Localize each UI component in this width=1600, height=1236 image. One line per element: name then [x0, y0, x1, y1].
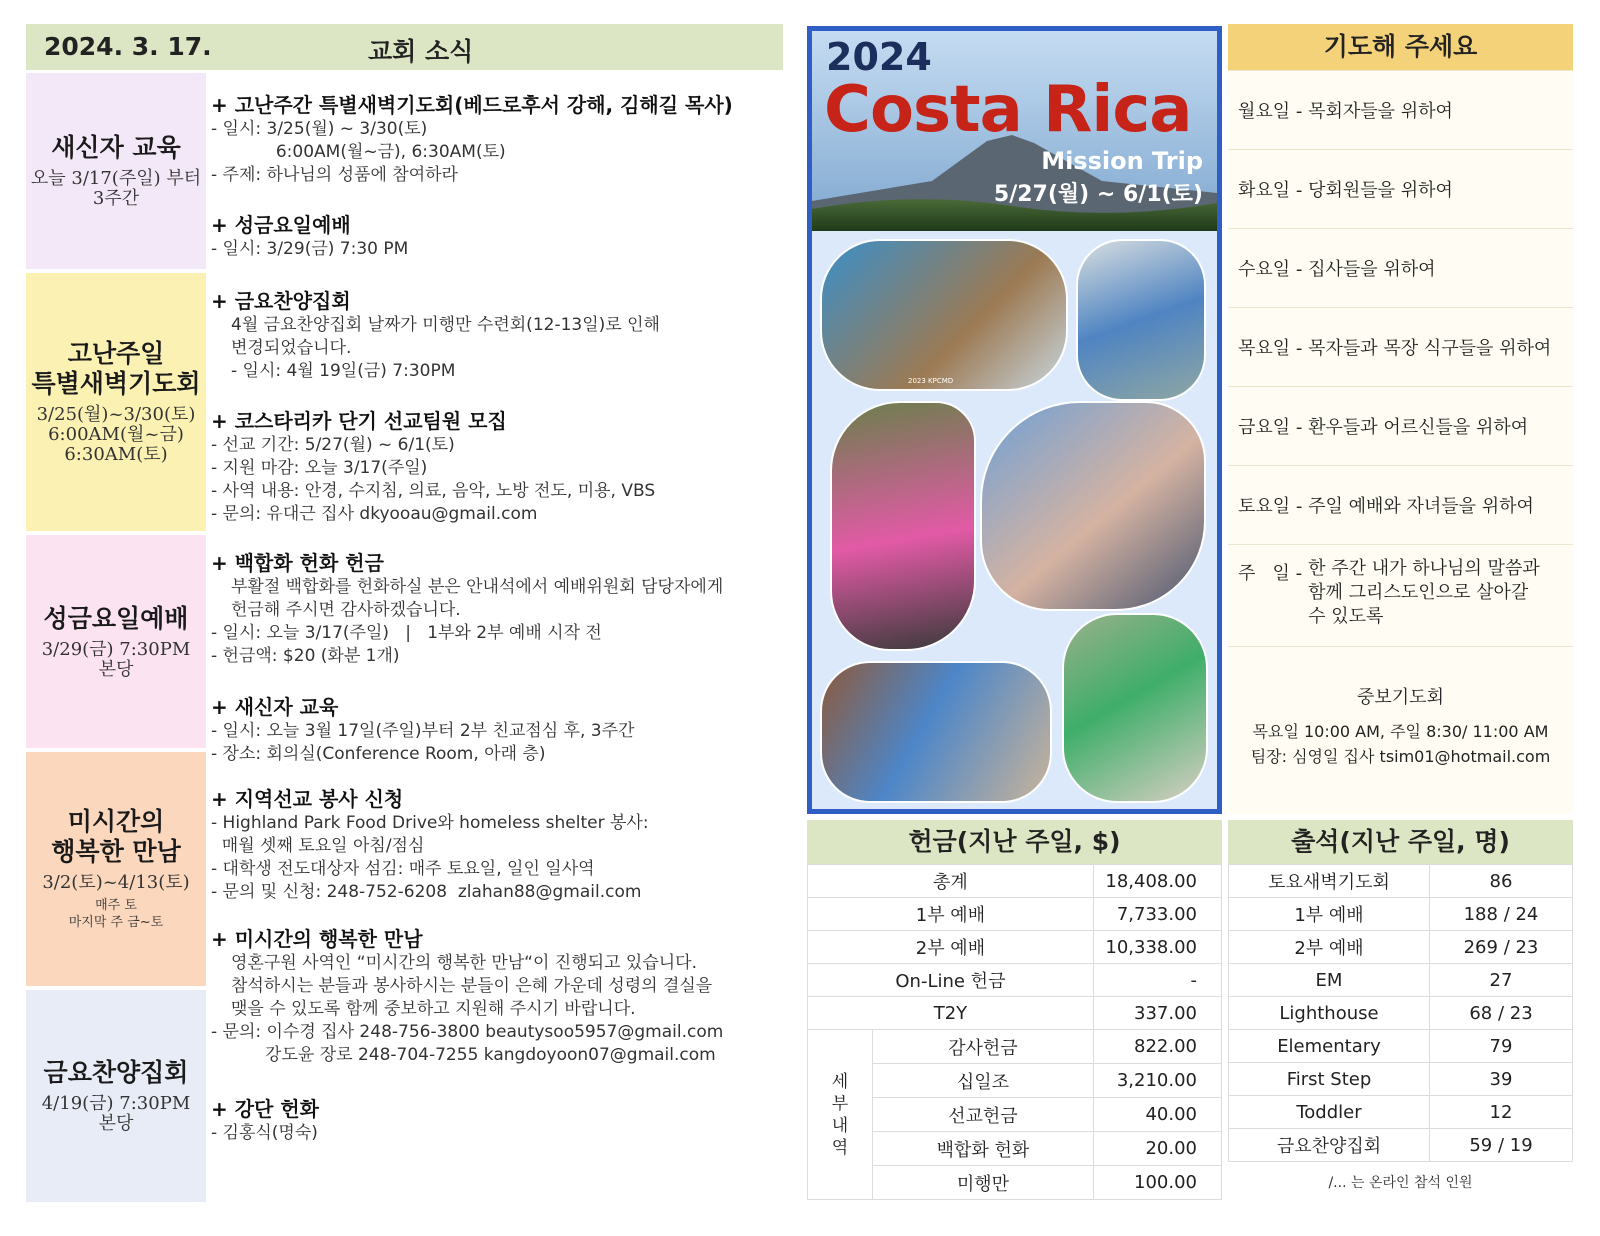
table-row [808, 964, 1222, 997]
news-item [211, 212, 781, 261]
photo-eye-exam [1062, 613, 1208, 803]
prayer-item [1228, 386, 1573, 465]
prayer-text: 화요일 - 당회원들을 위하여 [1238, 180, 1453, 201]
news-line: - 김홍식(명숙) [211, 1123, 318, 1143]
sidebar-note: 매주 토 마지막 주 금~토 [68, 898, 164, 930]
offering-label: 총계 [808, 865, 1094, 898]
prayer-text: 목요일 - 목자들과 목장 식구들을 위하여 [1238, 338, 1552, 359]
news-heading: + 강단 헌화 [211, 1097, 319, 1121]
news-heading: + 고난주간 특별새벽기도회(베드로후서 강해, 김해길 목사) [211, 93, 733, 117]
poster-watermark: 2023 KPCMD [908, 377, 954, 385]
attendance-label: 금요찬양집회 [1229, 1129, 1430, 1162]
news-line: - Highland Park Food Drive와 homeless shelter 봉사: [211, 813, 649, 833]
attendance-value: 86 [1430, 865, 1573, 898]
poster-dates: 5/27(월) ~ 6/1(토) [993, 182, 1203, 207]
news-heading: + 새신자 교육 [211, 695, 339, 719]
offering-value: 7,733.00 [1093, 898, 1221, 931]
attendance-label: 2부 예배 [1229, 931, 1430, 964]
sidebar-michigan-meeting [26, 752, 206, 986]
news-line: 강도윤 장로 248-704-7255 kangdoyoon07@gmail.com [211, 1045, 716, 1065]
news-line: 헌금해 주시면 감사하겠습니다. [231, 600, 461, 620]
attendance-label: Elementary [1229, 1030, 1430, 1063]
photo-dental-care [1076, 239, 1206, 401]
sidebar-title: 새신자 교육 [51, 133, 181, 162]
news-item [211, 92, 781, 187]
attendance-label: 1부 예배 [1229, 898, 1430, 931]
news-heading: + 지역선교 봉사 신청 [211, 787, 404, 811]
sidebar-title: 고난주일 특별새벽기도회 [31, 339, 201, 398]
table-row [808, 931, 1222, 964]
prayer-item [1228, 149, 1573, 228]
sidebar-sub: 3/29(금) 7:30PM 본당 [41, 638, 191, 680]
table-row [1229, 865, 1573, 898]
sidebar-good-friday [26, 535, 206, 748]
news-heading: + 백합화 헌화 헌금 [211, 551, 384, 575]
poster-title: Costa Rica [824, 73, 1192, 147]
attendance-value: 269 / 23 [1430, 931, 1573, 964]
table-row [808, 1030, 1222, 1064]
photo-hair-cut [830, 401, 976, 651]
table-row [1229, 898, 1573, 931]
sidebar-new-member [26, 73, 206, 269]
offering-label: 백합화 헌화 [873, 1132, 1094, 1166]
news-line: 4월 금요찬양집회 날짜가 미행만 수련회(12-13일)로 인해 [231, 315, 660, 335]
attendance-label: Lighthouse [1229, 997, 1430, 1030]
photo-team-table [980, 401, 1206, 611]
prayer-item [1228, 228, 1573, 307]
offering-title: 헌금(지난 주일, $) [908, 827, 1121, 856]
news-line: - 일시: 4월 19일(금) 7:30PM [231, 361, 456, 381]
attendance-table [1228, 864, 1573, 1162]
news-line: 변경되었습니다. [231, 338, 352, 358]
offering-label: 선교헌금 [873, 1098, 1094, 1132]
sidebar-title: 성금요일예배 [43, 603, 189, 633]
offering-label: 십일조 [873, 1064, 1094, 1098]
intercession-time: 목요일 10:00 AM, 주일 8:30/ 11:00 AM [1252, 722, 1549, 741]
offering-value: 100.00 [1093, 1166, 1221, 1200]
offering-value: - [1093, 964, 1221, 997]
offering-header [807, 820, 1222, 864]
news-line: - 일시: 오늘 3월 17일(주일)부터 2부 친교점심 후, 3주간 [211, 721, 635, 741]
news-title: 교회 소식 [368, 37, 474, 66]
offering-value: 337.00 [1093, 997, 1221, 1030]
table-row [1229, 931, 1573, 964]
news-line: - 대학생 전도대상자 섬김: 매주 토요일, 일인 일사역 [211, 859, 595, 879]
table-row [808, 997, 1222, 1030]
news-line: 참석하시는 분들과 봉사하시는 분들이 은혜 가운데 성령의 결실을 [231, 976, 713, 996]
news-item [211, 694, 781, 766]
news-item [211, 926, 781, 1067]
offering-value: 10,338.00 [1093, 931, 1221, 964]
table-row [1229, 964, 1573, 997]
attendance-label: EM [1229, 964, 1430, 997]
attendance-label: Toddler [1229, 1096, 1430, 1129]
table-row [808, 898, 1222, 931]
offering-label: On-Line 헌금 [808, 964, 1094, 997]
bulletin-date: 2024. 3. 17. [44, 32, 212, 61]
news-line: - 사역 내용: 안경, 수지침, 의료, 음악, 노방 전도, 미용, VBS [211, 481, 656, 501]
news-line: - 장소: 회의실(Conference Room, 아래 층) [211, 744, 546, 764]
news-item [211, 550, 781, 668]
prayer-title: 기도해 주세요 [1323, 32, 1478, 61]
table-row [1229, 1129, 1573, 1162]
sidebar-title: 미시간의 행복한 만남 [51, 807, 181, 866]
table-row [1229, 1096, 1573, 1129]
offering-value: 3,210.00 [1093, 1064, 1221, 1098]
prayer-item [1228, 307, 1573, 386]
attendance-footnote: /... 는 온라인 참석 인원 [1328, 1175, 1473, 1191]
intercession-box [1228, 646, 1573, 814]
offering-label: 감사헌금 [873, 1030, 1094, 1064]
poster-subtitle: Mission Trip [1041, 147, 1203, 175]
news-line: 영혼구원 사역인 “미시간의 행복한 만남“이 진행되고 있습니다. [231, 953, 697, 973]
prayer-list [1228, 70, 1573, 814]
prayer-text: 수요일 - 집사들을 위하여 [1238, 259, 1436, 280]
news-item [211, 408, 781, 526]
attendance-value: 12 [1430, 1096, 1573, 1129]
prayer-header [1228, 24, 1573, 70]
attendance-value: 188 / 24 [1430, 898, 1573, 931]
offering-value: 20.00 [1093, 1132, 1221, 1166]
news-item [211, 786, 781, 904]
news-line: - 문의: 유대근 집사 dkyooau@gmail.com [211, 504, 538, 524]
news-heading: + 성금요일예배 [211, 213, 351, 237]
prayer-sunday-label: 주 일 - [1238, 563, 1303, 584]
offering-value: 40.00 [1093, 1098, 1221, 1132]
offering-label: T2Y [808, 997, 1094, 1030]
prayer-text: 토요일 - 주일 예배와 자녀들을 위하여 [1238, 496, 1534, 517]
prayer-item-sunday [1228, 544, 1573, 646]
attendance-header [1228, 820, 1573, 864]
news-line: - 일시: 3/25(월) ~ 3/30(토) [211, 119, 428, 139]
attendance-value: 79 [1430, 1030, 1573, 1063]
news-line: - 문의: 이수경 집사 248-756-3800 beautysoo5957@gmail.com [211, 1022, 724, 1042]
attendance-title: 출석(지난 주일, 명) [1291, 827, 1510, 856]
prayer-item [1228, 465, 1573, 544]
news-line: - 주제: 하나님의 성품에 참여하라 [211, 165, 458, 185]
attendance-value: 27 [1430, 964, 1573, 997]
attendance-label: 토요새벽기도회 [1229, 865, 1430, 898]
news-line: 부활절 백합화를 헌화하실 분은 안내석에서 예배위원회 담당자에게 [231, 577, 724, 597]
intercession-title: 중보기도회 [1357, 687, 1444, 708]
photo-children-crafts [820, 239, 1068, 391]
sidebar-friday-worship [26, 990, 206, 1202]
news-line: 6:00AM(월~금), 6:30AM(토) [211, 142, 506, 162]
table-row [1229, 1063, 1573, 1096]
news-header [26, 24, 783, 70]
prayer-sunday-text: 한 주간 내가 하나님의 말씀과 함께 그리스도인으로 살아갈 수 있도록 [1308, 558, 1540, 627]
news-heading: + 미시간의 행복한 만남 [211, 927, 423, 951]
news-item [211, 288, 781, 383]
offering-table [807, 864, 1222, 1200]
offering-label: 2부 예배 [808, 931, 1094, 964]
news-line: - 헌금액: $20 (화분 1개) [211, 646, 400, 666]
news-line: - 일시: 3/29(금) 7:30 PM [211, 239, 409, 259]
news-heading: + 코스타리카 단기 선교팀원 모집 [211, 409, 507, 433]
news-line: - 일시: 오늘 3/17(주일) | 1부와 2부 예배 시작 전 [211, 623, 602, 643]
attendance-value: 59 / 19 [1430, 1129, 1573, 1162]
offering-label: 미행만 [873, 1166, 1094, 1200]
prayer-text: 월요일 - 목회자들을 위하여 [1238, 101, 1453, 122]
prayer-text: 금요일 - 환우들과 어르신들을 위하여 [1238, 417, 1529, 438]
sidebar-dawn-prayer [26, 273, 206, 531]
photo-medical-check [820, 661, 1052, 803]
table-row [1229, 1030, 1573, 1063]
offering-value: 18,408.00 [1093, 865, 1221, 898]
prayer-item [1228, 70, 1573, 149]
news-item [211, 1096, 781, 1145]
attendance-value: 39 [1430, 1063, 1573, 1096]
offering-label: 1부 예배 [808, 898, 1094, 931]
intercession-leader: 팀장: 심영일 집사 tsim01@hotmail.com [1250, 747, 1551, 766]
poster-year: 2024 [826, 35, 932, 79]
news-line: - 문의 및 신청: 248-752-6208 zlahan88@gmail.com [211, 882, 642, 902]
attendance-value: 68 / 23 [1430, 997, 1573, 1030]
detail-label: 세 부 내 역 [808, 1030, 873, 1200]
news-line: 매월 셋째 토요일 아침/점심 [211, 836, 425, 856]
news-line: 맺을 수 있도록 함께 중보하고 지원해 주시기 바랍니다. [231, 999, 636, 1019]
offering-value: 822.00 [1093, 1030, 1221, 1064]
sidebar-title: 금요찬양집회 [43, 1058, 189, 1087]
news-line: - 선교 기간: 5/27(월) ~ 6/1(토) [211, 435, 455, 455]
table-row [808, 865, 1222, 898]
attendance-label: First Step [1229, 1063, 1430, 1096]
sidebar-sub: 3/25(월)~3/30(토) 6:00AM(월~금) 6:30AM(토) [36, 404, 196, 465]
sidebar-sub: 3/2(토)~4/13(토) [42, 872, 190, 893]
sidebar-sub: 오늘 3/17(주일) 부터 3주간 [30, 168, 202, 209]
table-row [1229, 997, 1573, 1030]
news-line: - 지원 마감: 오늘 3/17(주일) [211, 458, 428, 478]
costa-rica-poster [807, 26, 1222, 814]
news-heading: + 금요찬양집회 [211, 289, 351, 313]
sidebar-sub: 4/19(금) 7:30PM 본당 [41, 1093, 191, 1134]
